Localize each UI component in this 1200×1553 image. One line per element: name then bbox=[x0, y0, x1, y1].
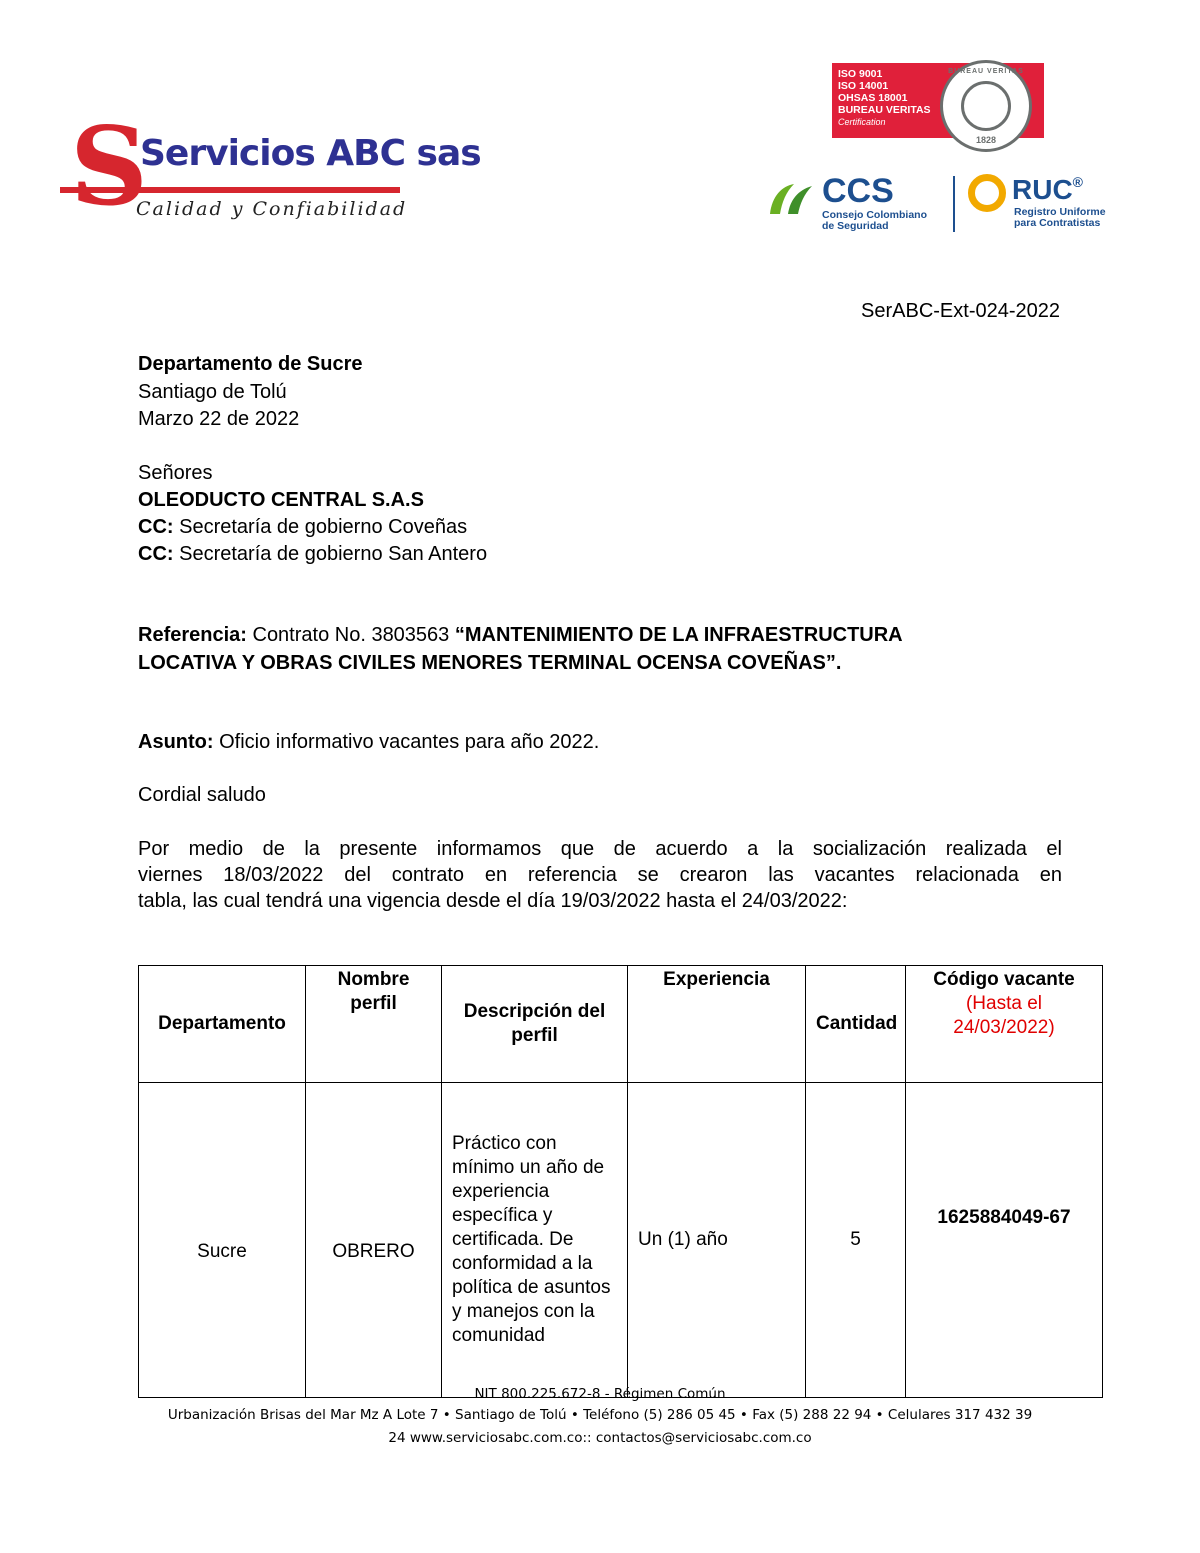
header-nombre-perfil: Nombre perfil bbox=[306, 966, 442, 1083]
ruc-registered-mark: ® bbox=[1072, 174, 1083, 190]
footer-address: Urbanización Brisas del Mar Mz A Lote 7 • Santiago de Tolú • Teléfono (5) 286 05 45 • Fax (5) 288 22 94 • Celulares 317 432 39 bbox=[167, 1407, 1033, 1423]
cell-codigo: 1625884049-67 bbox=[906, 1083, 1103, 1398]
ruc-title: RUC bbox=[1012, 174, 1073, 205]
paragraph-line-2: viernes 18/03/2022 del contrato en referencia se crearon las vacantes relacionada en bbox=[138, 864, 1062, 886]
cell-descripcion: Práctico con mínimo un año de experiencia específica y certificada. De conformidad a la política de asuntos y manejos con la comunidad bbox=[442, 1083, 628, 1398]
seal-year: 1828 bbox=[975, 135, 997, 145]
salutation: Señores bbox=[138, 462, 213, 484]
header-cantidad: Cantidad bbox=[806, 966, 906, 1083]
ruc-logo bbox=[968, 172, 1128, 232]
department-line: Departamento de Sucre bbox=[138, 353, 363, 375]
ccs-line2: de Seguridad bbox=[822, 220, 889, 232]
asunto-label: Asunto: bbox=[138, 731, 214, 753]
table-row bbox=[139, 1083, 1103, 1398]
footer-contact: 24 www.serviciosabc.com.co:: contactos@serviciosabc.com.co bbox=[388, 1430, 812, 1446]
cc-line-2 bbox=[138, 541, 487, 567]
cc-label: CC: bbox=[138, 543, 174, 565]
ruc-line1: Registro Uniforme bbox=[1014, 206, 1106, 218]
ruc-line2: para Contratistas bbox=[1014, 217, 1101, 229]
cert-line-bv: BUREAU VERITAS bbox=[838, 104, 931, 116]
cert-line-sub: Certification bbox=[838, 117, 886, 127]
referencia-title-1: “MANTENIMIENTO DE LA INFRAESTRUCTURA bbox=[454, 624, 903, 646]
logo-company-name: Servicios ABC sas bbox=[140, 133, 481, 174]
cell-experiencia: Un (1) año bbox=[628, 1083, 806, 1398]
cc-value: Secretaría de gobierno Coveñas bbox=[173, 516, 468, 538]
referencia-title-2: LOCATIVA Y OBRAS CIVILES MENORES TERMINAL OCENSA COVEÑAS”. bbox=[138, 652, 842, 674]
bureau-veritas-seal-icon bbox=[940, 60, 1032, 152]
cc-value: Secretaría de gobierno San Antero bbox=[173, 543, 488, 565]
recipient-company: OLEODUCTO CENTRAL S.A.S bbox=[138, 489, 424, 511]
cell-departamento: Sucre bbox=[139, 1083, 306, 1398]
cc-line-1 bbox=[138, 514, 467, 540]
header-departamento: Departamento bbox=[139, 966, 306, 1083]
cert-line-ohsas: OHSAS 18001 bbox=[838, 92, 908, 104]
vacancies-table bbox=[138, 965, 1103, 1398]
ruc-ring-icon bbox=[968, 174, 1006, 212]
logo-tagline: Calidad y Confiabilidad bbox=[136, 198, 408, 220]
referencia-line-1 bbox=[138, 622, 903, 648]
cc-label: CC: bbox=[138, 516, 174, 538]
ccs-leaf-icon bbox=[768, 180, 814, 216]
referencia-label: Referencia: bbox=[138, 624, 247, 646]
greeting: Cordial saludo bbox=[138, 784, 266, 806]
header-experiencia: Experiencia bbox=[628, 966, 806, 1083]
city-line: Santiago de Tolú bbox=[138, 381, 287, 403]
header-codigo bbox=[906, 966, 1103, 1083]
table-header-row bbox=[139, 966, 1103, 1083]
header-descripcion: Descripción del perfil bbox=[442, 966, 628, 1083]
asunto-text: Oficio informativo vacantes para año 2022. bbox=[213, 731, 600, 753]
ccs-title: CCS bbox=[822, 172, 894, 210]
paragraph-line-1: Por medio de la presente informamos que de acuerdo a la socialización realizada el bbox=[138, 838, 1062, 860]
logo-letter: S bbox=[70, 104, 148, 230]
cell-cantidad: 5 bbox=[806, 1083, 906, 1398]
seal-text: BUREAU VERITAS bbox=[948, 68, 1024, 75]
date-line: Marzo 22 de 2022 bbox=[138, 408, 300, 430]
ccs-line1: Consejo Colombiano bbox=[822, 209, 927, 221]
referencia-text: Contrato No. 3803563 bbox=[246, 624, 455, 646]
cert-line-iso9001: ISO 9001 bbox=[838, 68, 883, 80]
cell-nombre-perfil: OBRERO bbox=[306, 1083, 442, 1398]
reference-code: SerABC-Ext-024-2022 bbox=[861, 300, 1060, 322]
cert-line-iso14001: ISO 14001 bbox=[838, 80, 889, 92]
footer-nit: NIT 800.225.672-8 - Régimen Común bbox=[474, 1386, 726, 1402]
ccs-logo bbox=[768, 172, 948, 232]
header-codigo-label: Código vacante bbox=[933, 969, 1075, 990]
paragraph-line-3: tabla, las cual tendrá una vigencia desde el día 19/03/2022 hasta el 24/03/2022: bbox=[138, 890, 848, 912]
header-codigo-note: (Hasta el 24/03/2022) bbox=[953, 993, 1055, 1038]
company-logo bbox=[60, 104, 481, 230]
logo-divider bbox=[953, 176, 955, 232]
asunto-line bbox=[138, 729, 599, 755]
